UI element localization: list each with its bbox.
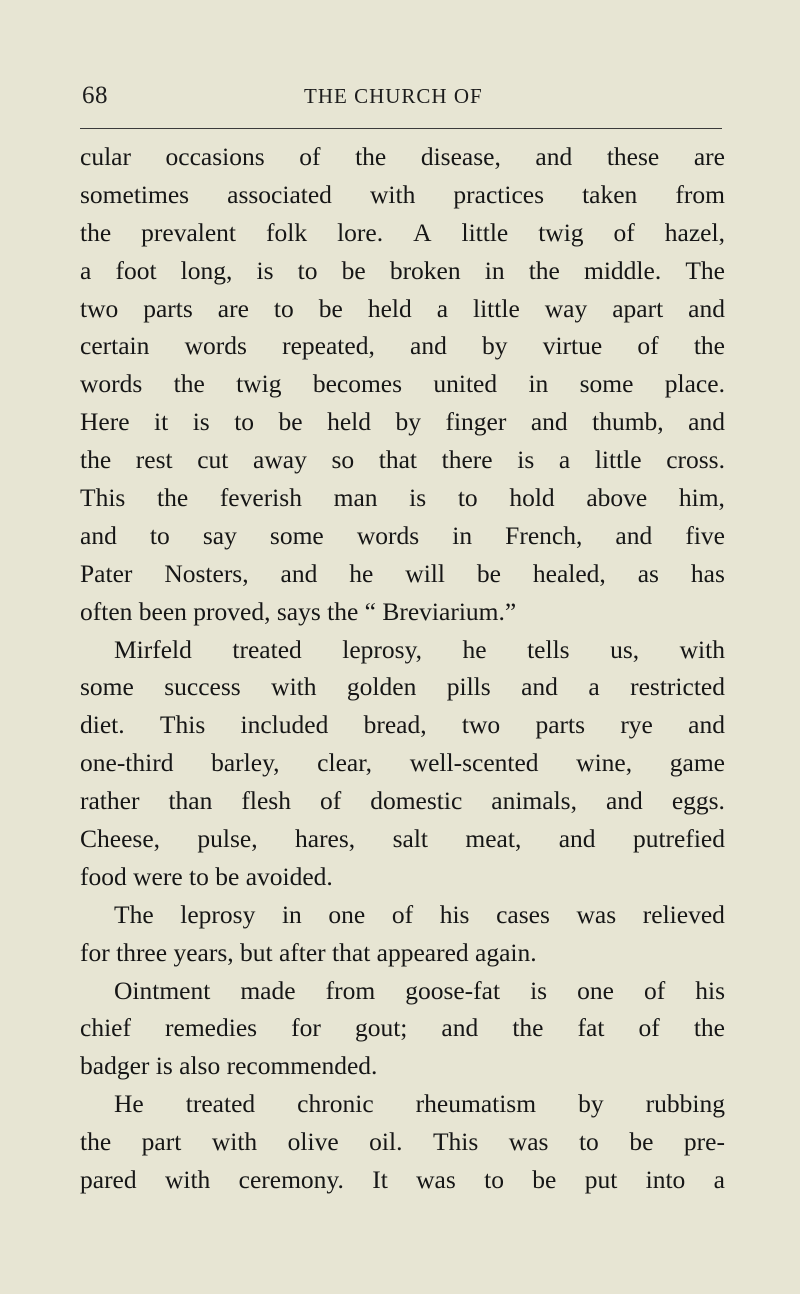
text-line: diet. This included bread, two parts rye and <box>80 710 725 740</box>
text-line: sometimes associated with practices taken from <box>80 179 725 209</box>
text-line: badger is also recommended. <box>80 1051 378 1081</box>
text-line: cular occasions of the disease, and these are <box>80 142 725 171</box>
text-line: The leprosy in one of his cases was relieved <box>114 899 725 929</box>
text-line: a foot long, is to be broken in the middle. The <box>80 255 725 285</box>
text-line: Pater Nosters, and he will be healed, as has <box>80 558 725 588</box>
text-line: Cheese, pulse, hares, salt meat, and putrefied <box>80 824 725 854</box>
text-line: the prevalent folk lore. A little twig of hazel, <box>80 217 725 247</box>
text-line: chief remedies for gout; and the fat of the <box>80 1013 725 1043</box>
text-line: one-third barley, clear, well-scented wine, game <box>80 748 725 778</box>
page-number: 68 <box>82 82 108 109</box>
text-line: rather than flesh of domestic animals, and eggs. <box>80 786 725 816</box>
text-line: two parts are to be held a little way apart and <box>80 293 725 323</box>
text-line: Here it is to be held by finger and thumb, and <box>80 407 725 437</box>
text-line: words the twig becomes united in some place. <box>80 369 725 399</box>
text-line: for three years, but after that appeared again. <box>80 937 537 967</box>
text-line: some success with golden pills and a restricted <box>80 672 725 702</box>
text-line: certain words repeated, and by virtue of the <box>80 331 725 361</box>
text-line: Ointment made from goose-fat is one of his <box>114 975 725 1005</box>
text-line: and to say some words in French, and five <box>80 520 725 550</box>
running-head <box>80 82 720 116</box>
text-line: This the feverish man is to hold above him, <box>80 483 725 513</box>
text-line: the rest cut away so that there is a little cross. <box>80 445 725 475</box>
text-line: pared with ceremony. It was to be put into a <box>80 1165 725 1195</box>
text-line: often been proved, says the “ Breviarium.” <box>80 596 517 626</box>
text-line: He treated chronic rheumatism by rubbing <box>114 1089 725 1119</box>
header-rule <box>80 128 722 129</box>
body-text <box>80 138 725 1199</box>
running-title: THE CHURCH OF <box>304 84 483 108</box>
text-line: food were to be avoided. <box>80 861 333 891</box>
text-line: the part with olive oil. This was to be pre- <box>80 1127 725 1157</box>
text-line: Mirfeld treated leprosy, he tells us, with <box>114 634 725 664</box>
